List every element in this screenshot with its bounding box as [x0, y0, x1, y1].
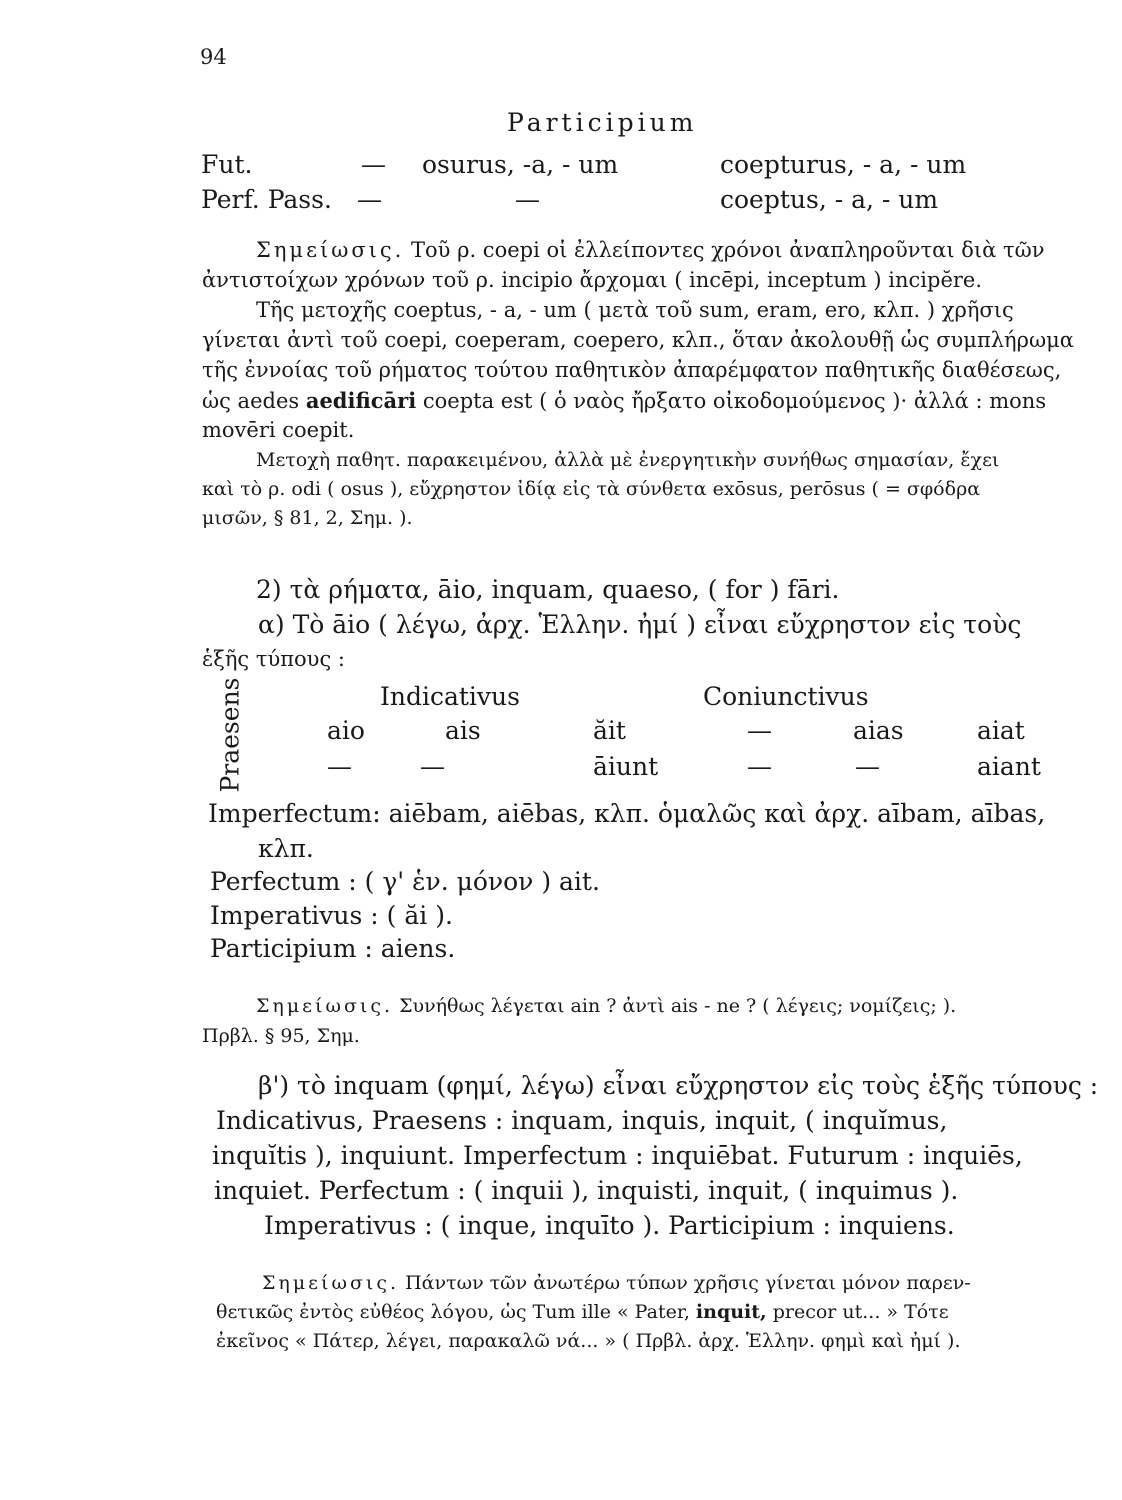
note2-line-3: μισῶν, § 81, 2, Σημ. ).	[202, 507, 413, 529]
indicativus-header: Indicativus	[380, 682, 520, 711]
note4-text-1: Πάντων τῶν ἀνωτέρω τύπων χρῆσις γίνεται μόνον παρεν-	[405, 1272, 971, 1294]
note3-label: Σημείωσις.	[256, 995, 394, 1017]
note1-text-6b: coepta est ( ὁ ναὸς ἤρξατο οἰκοδομούμενος )· ἀλλά : mons	[422, 389, 1047, 413]
section-title: Participium	[507, 108, 698, 137]
note4-text-2a: θετικῶς ἐντὸς εὐθέος λόγου, ὡς Tum ille « Pater,	[216, 1301, 690, 1323]
perf-label: Perf. Pass.	[201, 185, 332, 214]
note1-line-6	[202, 388, 1046, 413]
table-cell: —	[747, 716, 772, 745]
imperfectum-line-1: Imperfectum: aiēbam, aiēbas, κλπ. ὁμαλῶς καὶ ἀρχ. aībam, aības,	[208, 799, 1046, 828]
table-cell: ais	[445, 716, 481, 745]
inquam-line-2: Indicativus, Praesens : inquam, inquis, inquit, ( inquĭmus,	[216, 1106, 948, 1135]
table-cell: aias	[853, 716, 904, 745]
note1-text-1: Τοῦ ρ. coepi οἱ ἐλλείποντες χρόνοι ἀναπληροῦνται διὰ τῶν	[411, 238, 1045, 262]
note4-line-3: ἐκεῖνος « Πάτερ, λέγει, παρακαλῶ νά... » ( Πρβλ. ἀρχ. Ἑλλην. φημὶ καὶ ἠμί ).	[216, 1330, 961, 1352]
note3-line-1	[256, 995, 956, 1017]
participium-line: Participium : aiens.	[210, 934, 456, 963]
fut-dash: —	[361, 150, 386, 179]
fut-form-1: osurus, -a, - um	[422, 150, 619, 179]
note1-line-5: τῆς ἐννοίας τοῦ ρήματος τούτου παθητικὸν ἀπαρέμφατον παθητικῆς διαθέσεως,	[202, 358, 1062, 382]
imperativus-line: Imperativus : ( ăi ).	[210, 901, 453, 930]
note2-line-2: καὶ τὸ ρ. odi ( osus ), εὔχρηστον ἰδίᾳ εἰς τὰ σύνθετα exōsus, perōsus ( = σφόδρα	[202, 478, 981, 500]
perfectum-line: Perfectum : ( γ' ἑν. μόνον ) ait.	[210, 867, 600, 896]
table-cell: —	[855, 752, 880, 781]
section2-alpha-line-1: α) Τὸ āio ( λέγω, ἀρχ. Ἑλλην. ἠμί ) εἶναι εὔχρηστον εἰς τοὺς	[258, 610, 1022, 639]
table-cell: —	[327, 752, 352, 781]
table-cell: —	[420, 752, 445, 781]
note1-text-6a: ὡς aedes	[202, 389, 300, 413]
note1-line-2: ἀντιστοίχων χρόνων τοῦ ρ. incipio ἄρχομαι ( incēpi, inceptum ) incipĕre.	[202, 268, 983, 292]
inquam-line-4: inquiet. Perfectum : ( inquii ), inquisti, inquit, ( inquimus ).	[214, 1176, 959, 1205]
perf-dash-2: —	[515, 185, 540, 214]
table-cell: —	[747, 752, 772, 781]
note4-line-2	[216, 1301, 949, 1323]
table-cell: aio	[327, 716, 365, 745]
page-number: 94	[200, 45, 227, 69]
inquam-line-3: inquĭtis ), inquiunt. Imperfectum : inquiēbat. Futurum : inquiēs,	[212, 1141, 1023, 1170]
table-cell: āiunt	[593, 752, 659, 781]
inquam-line-5: Imperativus : ( inque, inquīto ). Participium : inquiens.	[264, 1211, 955, 1240]
section2-heading: 2) τὰ ρήματα, āio, inquam, quaeso, ( for ) fāri.	[256, 575, 840, 604]
imperfectum-line-2: κλπ.	[258, 834, 314, 863]
fut-label: Fut.	[201, 150, 253, 179]
note1-bold-word: aedificāri	[305, 388, 417, 413]
note1-line-1	[256, 238, 1045, 262]
note1-line-3: Τῆς μετοχῆς coeptus, - a, - um ( μετὰ τοῦ sum, eram, ero, κλπ. ) χρῆσις	[256, 298, 1014, 322]
praesens-side-label: Praesens	[215, 677, 245, 793]
section2-alpha-line-2: ἑξῆς τύπους :	[202, 647, 345, 671]
table-cell: ăit	[593, 716, 626, 745]
table-cell: aiant	[977, 752, 1041, 781]
note1-line-4: γίνεται ἀντὶ τοῦ coepi, coeperam, coepero, κλπ., ὅταν ἀκολουθῇ ὡς συμπλήρωμα	[202, 328, 1074, 352]
note2-line-1: Μετοχὴ παθητ. παρακειμένου, ἀλλὰ μὲ ἐνεργητικὴν συνήθως σημασίαν, ἔχει	[256, 449, 1000, 471]
coniunctivus-header: Coniunctivus	[703, 682, 869, 711]
note3-text-1: Συνήθως λέγεται ain ? ἀντὶ ais - ne ? ( λέγεις; νομίζεις; ).	[399, 995, 957, 1017]
note1-line-7: movēri coepit.	[202, 418, 355, 442]
fut-form-2: coepturus, - a, - um	[720, 150, 967, 179]
perf-dash-1: —	[357, 185, 382, 214]
note1-label: Σημείωσις.	[256, 238, 405, 262]
note4-label: Σημείωσις.	[262, 1272, 400, 1294]
note4-line-1	[262, 1272, 971, 1294]
table-cell: aiat	[977, 716, 1025, 745]
note4-bold-word: inquit,	[695, 1301, 767, 1323]
inquam-line-1: β') τὸ inquam (φημί, λέγω) εἶναι εὔχρηστον εἰς τοὺς ἑξῆς τύπους :	[258, 1071, 1099, 1100]
note3-line-2: Πρβλ. § 95, Σημ.	[202, 1025, 360, 1047]
note4-text-2b: precor ut... » Τότε	[772, 1301, 949, 1323]
perf-form: coeptus, - a, - um	[720, 185, 939, 214]
